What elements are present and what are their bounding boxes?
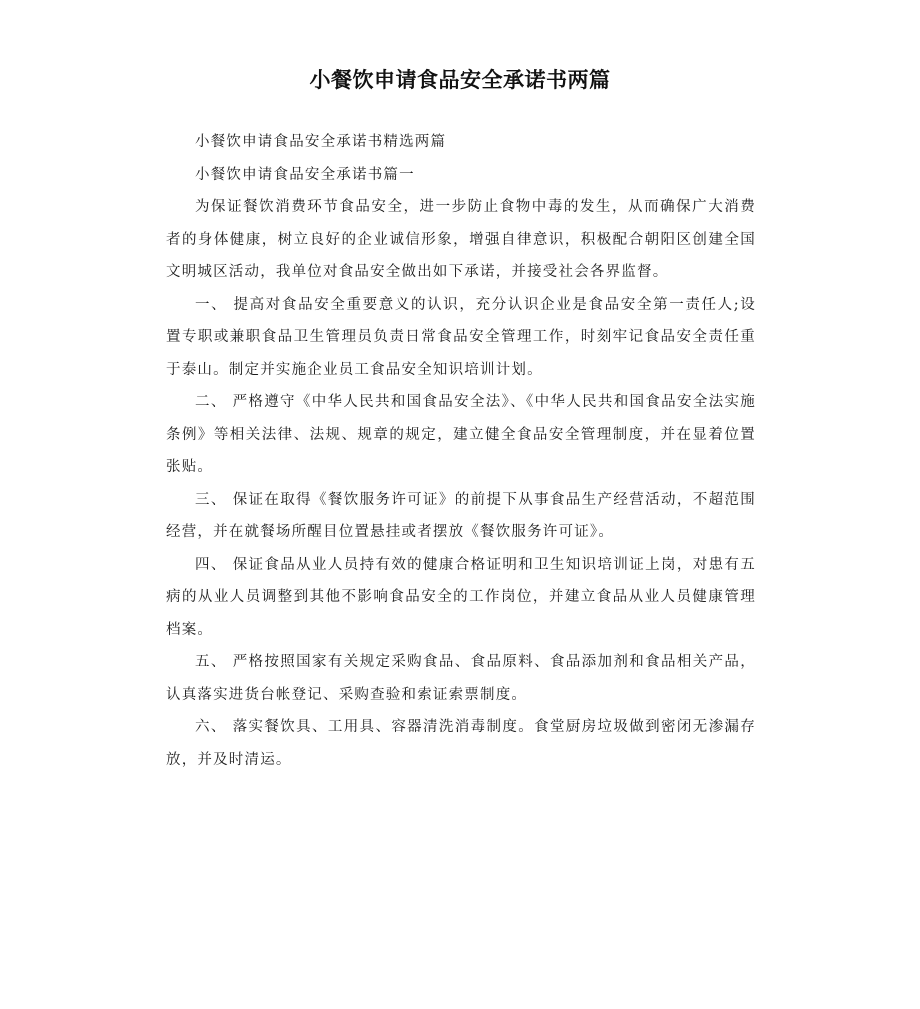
document-title: 小餐饮申请食品安全承诺书两篇 <box>309 68 611 92</box>
paragraph-subtitle: 小餐饮申请食品安全承诺书精选两篇 <box>195 134 447 150</box>
paragraph-item-3: 三、 保证在取得《餐饮服务许可证》的前提下从事食品生产经营活动，不超范围经营，并在就餐场所醒目位置悬挂或者摆放《餐饮服务许可证》。 <box>166 491 756 540</box>
paragraph-item-1: 一、 提高对食品安全重要意义的认识，充分认识企业是食品安全第一责任人;设置专职或兼职食品卫生管理员负责日常食品安全管理工作，时刻牢记食品安全责任重于泰山。制定并实施企业员工食品安全知识培训计划。 <box>166 296 756 378</box>
paragraph-item-6: 六、 落实餐饮具、工用具、容器清洗消毒制度。食堂厨房垃圾做到密闭无渗漏存放，并及时清运。 <box>166 719 756 768</box>
paragraph-item-2: 二、 严格遵守《中华人民共和国食品安全法》、《中华人民共和国食品安全法实施条例》等相关法律、法规、规章的规定，建立健全食品安全管理制度，并在显着位置张贴。 <box>166 394 756 475</box>
paragraph-item-5: 五、 严格按照国家有关规定采购食品、食品原料、食品添加剂和食品相关产品，认真落实进货台帐登记、采购查验和索证索票制度。 <box>166 654 756 703</box>
paragraph-item-4: 四、 保证食品从业人员持有效的健康合格证明和卫生知识培训证上岗，对患有五病的从业人员调整到其他不影响食品安全的工作岗位，并建立食品从业人员健康管理档案。 <box>166 556 756 638</box>
document-body <box>166 126 756 776</box>
paragraph-section-heading: 小餐饮申请食品安全承诺书篇一 <box>195 166 415 183</box>
paragraph-intro: 为保证餐饮消费环节食品安全，进一步防止食物中毒的发生，从而确保广大消费者的身体健康，树立良好的企业诚信形象，增强自律意识，积极配合朝阳区创建全国文明城区活动，我单位对食品安全做出如下承诺，并接受社会各界监督。 <box>166 199 756 280</box>
